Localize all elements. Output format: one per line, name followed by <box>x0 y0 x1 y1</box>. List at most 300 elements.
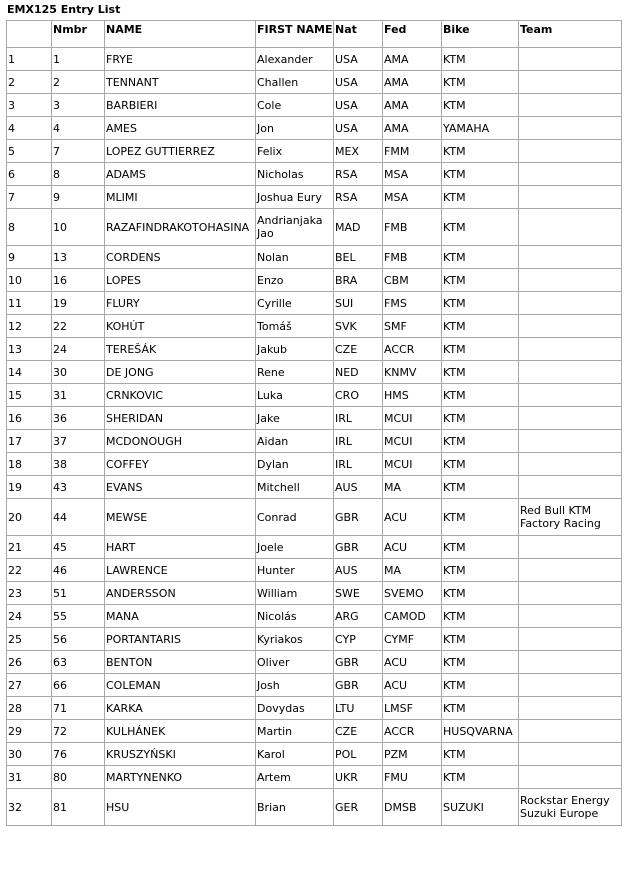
cell-fed: ACU <box>383 499 442 536</box>
cell-first-name: Andrianjaka Jao <box>256 209 334 246</box>
cell-team <box>519 582 622 605</box>
cell-fed: MSA <box>383 186 442 209</box>
header-fed: Fed <box>383 21 442 48</box>
cell-first-name: Jake <box>256 407 334 430</box>
page-title: EMX125 Entry List <box>7 3 121 16</box>
cell-number: 71 <box>52 697 105 720</box>
cell-number: 31 <box>52 384 105 407</box>
table-row <box>7 140 622 163</box>
cell-team <box>519 674 622 697</box>
cell-nat: ARG <box>334 605 383 628</box>
cell-position: 5 <box>7 140 52 163</box>
cell-first-name: Josh <box>256 674 334 697</box>
cell-nat: NED <box>334 361 383 384</box>
cell-first-name: Challen <box>256 71 334 94</box>
cell-fed: AMA <box>383 94 442 117</box>
cell-bike: SUZUKI <box>442 789 519 826</box>
cell-nat: SWE <box>334 582 383 605</box>
cell-fed: MCUI <box>383 430 442 453</box>
cell-team <box>519 163 622 186</box>
cell-bike: KTM <box>442 292 519 315</box>
cell-nat: MAD <box>334 209 383 246</box>
cell-nat: GBR <box>334 499 383 536</box>
cell-position: 17 <box>7 430 52 453</box>
cell-position: 15 <box>7 384 52 407</box>
cell-fed: MA <box>383 476 442 499</box>
cell-nat: USA <box>334 94 383 117</box>
cell-position: 25 <box>7 628 52 651</box>
cell-number: 2 <box>52 71 105 94</box>
cell-fed: FMB <box>383 246 442 269</box>
cell-number: 76 <box>52 743 105 766</box>
cell-bike: KTM <box>442 430 519 453</box>
cell-team <box>519 315 622 338</box>
cell-team <box>519 697 622 720</box>
cell-name: BENTON <box>105 651 256 674</box>
cell-bike: KTM <box>442 651 519 674</box>
cell-position: 24 <box>7 605 52 628</box>
cell-fed: ACU <box>383 651 442 674</box>
cell-team <box>519 246 622 269</box>
cell-first-name: Rene <box>256 361 334 384</box>
cell-bike: KTM <box>442 48 519 71</box>
cell-position: 12 <box>7 315 52 338</box>
cell-position: 6 <box>7 163 52 186</box>
cell-first-name: Artem <box>256 766 334 789</box>
cell-name: AMES <box>105 117 256 140</box>
cell-position: 8 <box>7 209 52 246</box>
cell-name: CORDENS <box>105 246 256 269</box>
cell-bike: KTM <box>442 674 519 697</box>
table-row <box>7 559 622 582</box>
cell-fed: LMSF <box>383 697 442 720</box>
cell-position: 3 <box>7 94 52 117</box>
cell-first-name: Felix <box>256 140 334 163</box>
cell-fed: MCUI <box>383 453 442 476</box>
table-row <box>7 163 622 186</box>
table-row <box>7 476 622 499</box>
cell-number: 3 <box>52 94 105 117</box>
table-row <box>7 246 622 269</box>
cell-name: DE JONG <box>105 361 256 384</box>
header-number: Nmbr <box>52 21 105 48</box>
cell-bike: HUSQVARNA <box>442 720 519 743</box>
cell-nat: LTU <box>334 697 383 720</box>
table-row <box>7 71 622 94</box>
cell-team <box>519 743 622 766</box>
cell-team <box>519 48 622 71</box>
table-row <box>7 48 622 71</box>
table-row <box>7 453 622 476</box>
cell-team <box>519 117 622 140</box>
cell-name: BARBIERI <box>105 94 256 117</box>
cell-team <box>519 407 622 430</box>
cell-number: 9 <box>52 186 105 209</box>
cell-name: MEWSE <box>105 499 256 536</box>
cell-fed: AMA <box>383 117 442 140</box>
cell-number: 36 <box>52 407 105 430</box>
cell-first-name: Cole <box>256 94 334 117</box>
cell-bike: YAMAHA <box>442 117 519 140</box>
cell-fed: MA <box>383 559 442 582</box>
cell-number: 4 <box>52 117 105 140</box>
cell-number: 51 <box>52 582 105 605</box>
cell-nat: GBR <box>334 674 383 697</box>
cell-team <box>519 269 622 292</box>
cell-number: 22 <box>52 315 105 338</box>
header-position <box>7 21 52 48</box>
cell-name: HSU <box>105 789 256 826</box>
table-header-row <box>7 21 622 48</box>
cell-team <box>519 605 622 628</box>
cell-nat: BRA <box>334 269 383 292</box>
cell-name: MARTYNENKO <box>105 766 256 789</box>
cell-position: 14 <box>7 361 52 384</box>
cell-position: 30 <box>7 743 52 766</box>
cell-team <box>519 536 622 559</box>
cell-number: 63 <box>52 651 105 674</box>
cell-nat: CZE <box>334 720 383 743</box>
cell-name: ANDERSSON <box>105 582 256 605</box>
cell-nat: USA <box>334 48 383 71</box>
cell-position: 2 <box>7 71 52 94</box>
cell-team <box>519 384 622 407</box>
cell-name: CRNKOVIC <box>105 384 256 407</box>
cell-bike: KTM <box>442 582 519 605</box>
table-row <box>7 361 622 384</box>
cell-first-name: William <box>256 582 334 605</box>
cell-nat: SVK <box>334 315 383 338</box>
cell-number: 81 <box>52 789 105 826</box>
cell-first-name: Hunter <box>256 559 334 582</box>
cell-position: 13 <box>7 338 52 361</box>
cell-position: 23 <box>7 582 52 605</box>
cell-nat: AUS <box>334 476 383 499</box>
cell-name: COFFEY <box>105 453 256 476</box>
cell-number: 66 <box>52 674 105 697</box>
header-bike: Bike <box>442 21 519 48</box>
cell-position: 29 <box>7 720 52 743</box>
cell-first-name: Nolan <box>256 246 334 269</box>
cell-position: 19 <box>7 476 52 499</box>
cell-nat: MEX <box>334 140 383 163</box>
cell-bike: KTM <box>442 476 519 499</box>
entry-list-table <box>6 20 622 826</box>
cell-number: 80 <box>52 766 105 789</box>
cell-number: 37 <box>52 430 105 453</box>
cell-position: 31 <box>7 766 52 789</box>
cell-first-name: Enzo <box>256 269 334 292</box>
table-row <box>7 499 622 536</box>
cell-bike: KTM <box>442 628 519 651</box>
cell-team <box>519 71 622 94</box>
table-row <box>7 582 622 605</box>
cell-team <box>519 338 622 361</box>
cell-position: 22 <box>7 559 52 582</box>
cell-name: LOPES <box>105 269 256 292</box>
table-body <box>7 48 622 826</box>
table-row <box>7 407 622 430</box>
cell-first-name: Brian <box>256 789 334 826</box>
cell-fed: ACCR <box>383 338 442 361</box>
cell-name: LAWRENCE <box>105 559 256 582</box>
table-row <box>7 384 622 407</box>
cell-number: 30 <box>52 361 105 384</box>
cell-position: 4 <box>7 117 52 140</box>
cell-team: Rockstar Energy Suzuki Europe <box>519 789 622 826</box>
cell-position: 18 <box>7 453 52 476</box>
table-row <box>7 315 622 338</box>
cell-position: 32 <box>7 789 52 826</box>
cell-fed: ACU <box>383 674 442 697</box>
cell-nat: IRL <box>334 453 383 476</box>
cell-nat: USA <box>334 117 383 140</box>
cell-team <box>519 186 622 209</box>
cell-name: MLIMI <box>105 186 256 209</box>
cell-position: 20 <box>7 499 52 536</box>
cell-nat: CZE <box>334 338 383 361</box>
cell-bike: KTM <box>442 140 519 163</box>
cell-bike: KTM <box>442 559 519 582</box>
cell-first-name: Martin <box>256 720 334 743</box>
cell-name: KARKA <box>105 697 256 720</box>
cell-number: 44 <box>52 499 105 536</box>
cell-name: KULHÁNEK <box>105 720 256 743</box>
cell-fed: CAMOD <box>383 605 442 628</box>
cell-position: 16 <box>7 407 52 430</box>
cell-position: 11 <box>7 292 52 315</box>
cell-number: 55 <box>52 605 105 628</box>
cell-first-name: Mitchell <box>256 476 334 499</box>
cell-team <box>519 628 622 651</box>
cell-bike: KTM <box>442 209 519 246</box>
cell-fed: FMB <box>383 209 442 246</box>
cell-first-name: Nicolás <box>256 605 334 628</box>
cell-name: SHERIDAN <box>105 407 256 430</box>
cell-position: 28 <box>7 697 52 720</box>
cell-fed: FMS <box>383 292 442 315</box>
cell-team <box>519 209 622 246</box>
cell-team <box>519 453 622 476</box>
cell-nat: CRO <box>334 384 383 407</box>
cell-position: 9 <box>7 246 52 269</box>
cell-nat: BEL <box>334 246 383 269</box>
header-team: Team <box>519 21 622 48</box>
cell-number: 10 <box>52 209 105 246</box>
cell-team <box>519 720 622 743</box>
cell-bike: KTM <box>442 361 519 384</box>
cell-fed: HMS <box>383 384 442 407</box>
cell-position: 26 <box>7 651 52 674</box>
cell-team <box>519 430 622 453</box>
cell-bike: KTM <box>442 453 519 476</box>
cell-nat: GER <box>334 789 383 826</box>
cell-bike: KTM <box>442 407 519 430</box>
table-row <box>7 338 622 361</box>
header-nat: Nat <box>334 21 383 48</box>
cell-position: 1 <box>7 48 52 71</box>
cell-number: 8 <box>52 163 105 186</box>
cell-bike: KTM <box>442 186 519 209</box>
cell-bike: KTM <box>442 536 519 559</box>
cell-number: 19 <box>52 292 105 315</box>
cell-bike: KTM <box>442 697 519 720</box>
table-row <box>7 651 622 674</box>
cell-nat: GBR <box>334 651 383 674</box>
cell-fed: MCUI <box>383 407 442 430</box>
cell-fed: CBM <box>383 269 442 292</box>
cell-nat: RSA <box>334 186 383 209</box>
table-row <box>7 209 622 246</box>
cell-nat: IRL <box>334 407 383 430</box>
table-row <box>7 628 622 651</box>
cell-name: PORTANTARIS <box>105 628 256 651</box>
cell-nat: UKR <box>334 766 383 789</box>
cell-name: MCDONOUGH <box>105 430 256 453</box>
cell-fed: FMM <box>383 140 442 163</box>
cell-first-name: Karol <box>256 743 334 766</box>
cell-nat: SUI <box>334 292 383 315</box>
cell-first-name: Luka <box>256 384 334 407</box>
cell-nat: POL <box>334 743 383 766</box>
table-row <box>7 292 622 315</box>
cell-fed: ACU <box>383 536 442 559</box>
cell-bike: KTM <box>442 94 519 117</box>
cell-position: 21 <box>7 536 52 559</box>
cell-first-name: Jakub <box>256 338 334 361</box>
cell-first-name: Joele <box>256 536 334 559</box>
cell-first-name: Jon <box>256 117 334 140</box>
cell-number: 16 <box>52 269 105 292</box>
cell-number: 24 <box>52 338 105 361</box>
table-row <box>7 94 622 117</box>
cell-fed: AMA <box>383 71 442 94</box>
cell-number: 45 <box>52 536 105 559</box>
cell-fed: DMSB <box>383 789 442 826</box>
cell-fed: SVEMO <box>383 582 442 605</box>
table-row <box>7 789 622 826</box>
cell-name: COLEMAN <box>105 674 256 697</box>
cell-number: 1 <box>52 48 105 71</box>
cell-number: 72 <box>52 720 105 743</box>
table-row <box>7 766 622 789</box>
cell-fed: CYMF <box>383 628 442 651</box>
cell-name: HART <box>105 536 256 559</box>
cell-fed: SMF <box>383 315 442 338</box>
cell-name: TENNANT <box>105 71 256 94</box>
cell-number: 7 <box>52 140 105 163</box>
cell-number: 43 <box>52 476 105 499</box>
cell-fed: PZM <box>383 743 442 766</box>
cell-team <box>519 140 622 163</box>
header-name: NAME <box>105 21 256 48</box>
cell-name: ADAMS <box>105 163 256 186</box>
cell-team <box>519 292 622 315</box>
cell-position: 7 <box>7 186 52 209</box>
cell-number: 13 <box>52 246 105 269</box>
table-row <box>7 674 622 697</box>
cell-position: 10 <box>7 269 52 292</box>
cell-bike: KTM <box>442 743 519 766</box>
table-row <box>7 743 622 766</box>
cell-team <box>519 766 622 789</box>
cell-name: MANA <box>105 605 256 628</box>
cell-first-name: Aidan <box>256 430 334 453</box>
cell-first-name: Oliver <box>256 651 334 674</box>
table-row <box>7 186 622 209</box>
table-row <box>7 697 622 720</box>
cell-fed: ACCR <box>383 720 442 743</box>
cell-bike: KTM <box>442 338 519 361</box>
cell-number: 38 <box>52 453 105 476</box>
cell-bike: KTM <box>442 71 519 94</box>
cell-name: TEREŠÁK <box>105 338 256 361</box>
cell-bike: KTM <box>442 269 519 292</box>
cell-bike: KTM <box>442 499 519 536</box>
cell-fed: KNMV <box>383 361 442 384</box>
table-row <box>7 720 622 743</box>
cell-name: KOHÚT <box>105 315 256 338</box>
cell-name: FRYE <box>105 48 256 71</box>
cell-fed: MSA <box>383 163 442 186</box>
cell-nat: USA <box>334 71 383 94</box>
cell-bike: KTM <box>442 766 519 789</box>
table-row <box>7 536 622 559</box>
cell-first-name: Dylan <box>256 453 334 476</box>
cell-position: 27 <box>7 674 52 697</box>
cell-first-name: Kyriakos <box>256 628 334 651</box>
table-row <box>7 605 622 628</box>
table-row <box>7 269 622 292</box>
table-row <box>7 117 622 140</box>
cell-number: 56 <box>52 628 105 651</box>
cell-bike: KTM <box>442 315 519 338</box>
cell-team: Red Bull KTM Factory Racing <box>519 499 622 536</box>
cell-first-name: Tomáš <box>256 315 334 338</box>
cell-first-name: Cyrille <box>256 292 334 315</box>
cell-bike: KTM <box>442 246 519 269</box>
cell-name: FLURY <box>105 292 256 315</box>
cell-first-name: Alexander <box>256 48 334 71</box>
cell-nat: RSA <box>334 163 383 186</box>
cell-nat: GBR <box>334 536 383 559</box>
cell-name: KRUSZYŃSKI <box>105 743 256 766</box>
cell-fed: AMA <box>383 48 442 71</box>
cell-number: 46 <box>52 559 105 582</box>
cell-bike: KTM <box>442 605 519 628</box>
cell-team <box>519 361 622 384</box>
cell-nat: IRL <box>334 430 383 453</box>
cell-nat: AUS <box>334 559 383 582</box>
cell-name: EVANS <box>105 476 256 499</box>
cell-team <box>519 94 622 117</box>
cell-team <box>519 559 622 582</box>
cell-first-name: Nicholas <box>256 163 334 186</box>
cell-fed: FMU <box>383 766 442 789</box>
header-first-name: FIRST NAME <box>256 21 334 48</box>
cell-team <box>519 651 622 674</box>
cell-bike: KTM <box>442 384 519 407</box>
cell-nat: CYP <box>334 628 383 651</box>
cell-name: RAZAFINDRAKOTOHASINA <box>105 209 256 246</box>
cell-bike: KTM <box>442 163 519 186</box>
cell-first-name: Dovydas <box>256 697 334 720</box>
cell-first-name: Conrad <box>256 499 334 536</box>
cell-name: LOPEZ GUTTIERREZ <box>105 140 256 163</box>
cell-team <box>519 476 622 499</box>
cell-first-name: Joshua Eury <box>256 186 334 209</box>
table-row <box>7 430 622 453</box>
